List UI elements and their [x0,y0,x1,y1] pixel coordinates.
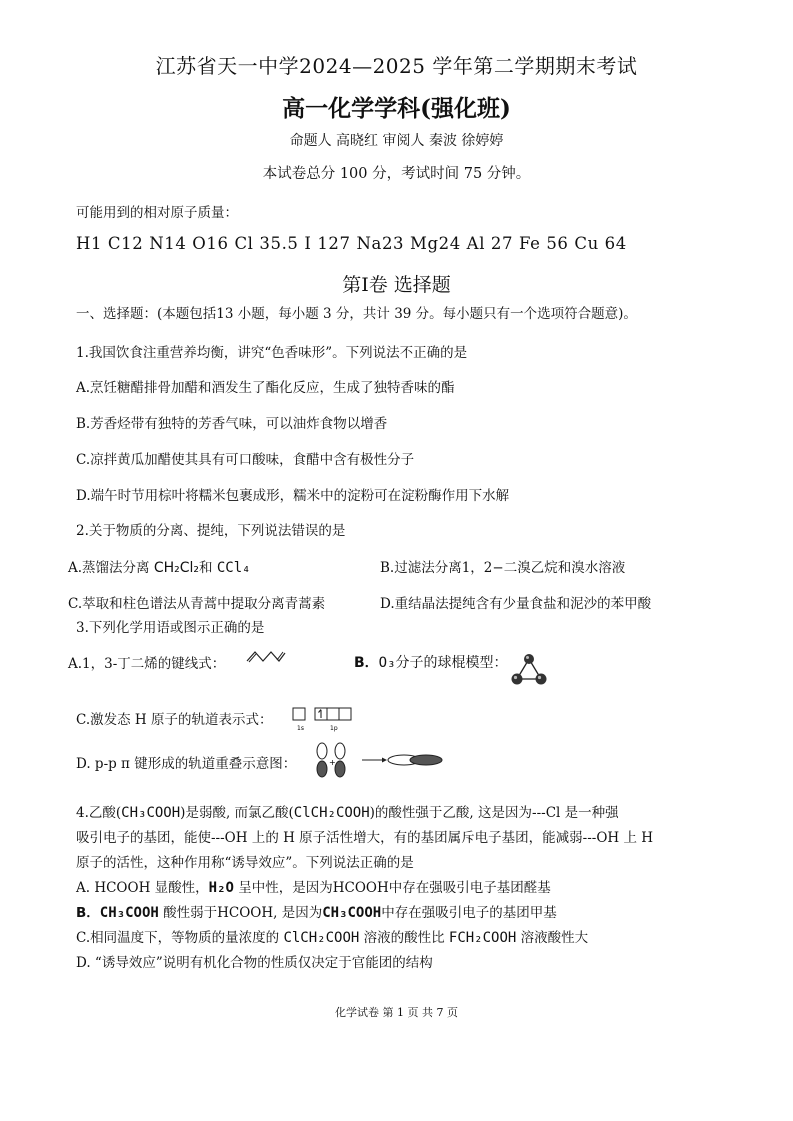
q4-stem-line3: 原子的活性，这种作用称“诱导效应”。下列说法正确的是 [76,855,414,871]
q4-option-b-letter: B． [76,905,100,921]
atomic-mass-values: H1 C12 N14 O16 Cl 35.5 I 127 Na23 Mg24 Al 27 Fe 56 Cu 64 [76,234,627,253]
q4-option-c-formula2: FCH₂COOH [448,930,517,946]
q4-option-c-part1: C.相同温度下，等物质的量浓度的 [76,930,284,946]
butadiene-skeletal-formula [246,648,286,664]
q4-option-c-part3: 溶液酸性大 [516,930,589,946]
q2-formula-ccl4: CCl₄ [216,560,251,576]
q2-formula-ch2cl2: CH₂Cl₂ [153,560,200,576]
exam-title: 江苏省天一中学2024—2025 学年第二学期期末考试 [155,54,638,78]
q2-stem: 2.关于物质的分离、提纯，下列说法错误的是 [76,523,346,539]
q4-option-c [76,926,588,946]
q4-stem-part-b: )是弱酸, 而氯乙酸( [180,805,294,821]
q4-option-a [76,876,551,896]
part1-instructions: 一、选择题：(本题包括13 小题，每小题 3 分，共计 39 分。每小题只有一个选项符合题意)。 [76,306,637,322]
orbital-diagram [292,706,360,734]
q4-stem-line2: 吸引电子的基团，能使---OH 上的 H 原子活性增大，有的基团属斥电子基团，能减弱---OH 上 H [76,830,654,846]
q4-option-c-formula1: ClCH₂COOH [283,930,360,946]
q3-formula-o3: O₃ [378,655,396,671]
q3-option-b [354,652,508,672]
q1-option-b: B.芳香烃带有独特的芳香气味，可以油炸食物以增香 [76,416,388,432]
overlap-plus-sign: + [329,758,336,767]
q4-stem-part-a: 4.乙酸( [76,805,122,821]
q4-option-c-part2: 溶液的酸性比 [359,930,449,946]
q1-option-c: C.凉拌黄瓜加醋使其具有可口酸味，食醋中含有极性分子 [76,452,415,468]
q4-formula-chloroacetic-acid: ClCH₂COOH [293,805,370,821]
q2-option-b: B.过滤法分离1，2−二溴乙烷和溴水溶液 [380,560,626,576]
q3-option-d: D. p-p π 键形成的轨道重叠示意图： [76,756,297,772]
q4-option-b [76,901,557,921]
q4-option-a-part2: 呈中性，是因为HCOOH中存在强吸引电子基团醛基 [233,880,551,896]
q4-option-b-part1: 酸性弱于HCOOH, 是因为 [158,905,323,921]
q4-option-b-formula2: CH₃COOH [322,905,382,921]
q4-formula-water: H₂O [208,880,234,896]
q4-formula-acetic-acid: CH₃COOH [121,805,181,821]
q3-option-b-letter: B． [354,655,379,671]
q4-option-a-part1: A. HCOOH 显酸性， [76,880,209,896]
p-p-pi-overlap-diagram [310,742,450,780]
orbital-label-1p: 1p [330,725,338,732]
q1-option-d: D.端午时节用棕叶将糯米包裹成形，糯米中的淀粉可在淀粉酶作用下水解 [76,488,510,504]
exam-subtitle: 高一化学学科(强化班) [282,95,511,122]
atomic-mass-label: 可能用到的相对原子质量： [76,205,238,221]
q1-stem: 1.我国饮食注重营养均衡，讲究“色香味形”。下列说法不正确的是 [76,345,468,361]
orbital-label-1s: 1s [297,725,304,732]
q2-option-a-text: A.蒸馏法分离 [68,560,154,576]
q3-option-a: A.1，3-丁二烯的键线式： [68,656,226,672]
q3-option-b-text: 分子的球棍模型： [395,655,508,671]
q2-option-c: C.萃取和柱色谱法从青蒿中提取分离青蒿素 [68,596,326,612]
page-footer: 化学试卷 第 1 页 共 7 页 [335,1006,458,1019]
exam-authors: 命题人 高晓红 审阅人 秦波 徐婷婷 [289,133,504,149]
q4-option-b-part2: 中存在强吸引电子的基团甲基 [381,905,557,921]
q4-stem-line1 [76,801,619,821]
part1-title: 第Ⅰ卷 选择题 [342,274,451,296]
q2-option-a-and: 和 [199,560,217,576]
q1-option-a: A.烹饪糖醋排骨加醋和酒发生了酯化反应，生成了独特香味的酯 [76,380,455,396]
q4-option-d: D. “诱导效应”说明有机化合物的性质仅决定于官能团的结构 [76,955,433,971]
q2-option-a [68,556,251,576]
q3-option-c: C.激发态 H 原子的轨道表示式： [76,712,273,728]
q4-stem-part-c: )的酸性强于乙酸, 这是因为---Cl 是一种强 [369,805,619,821]
q4-option-b-formula1: CH₃COOH [99,905,159,921]
o3-ball-stick-model [510,652,548,688]
exam-score-info: 本试卷总分 100 分，考试时间 75 分钟。 [262,166,531,182]
q3-stem: 3.下列化学用语或图示正确的是 [76,620,265,636]
q2-option-d: D.重结晶法提纯含有少量食盐和泥沙的苯甲酸 [380,596,652,612]
